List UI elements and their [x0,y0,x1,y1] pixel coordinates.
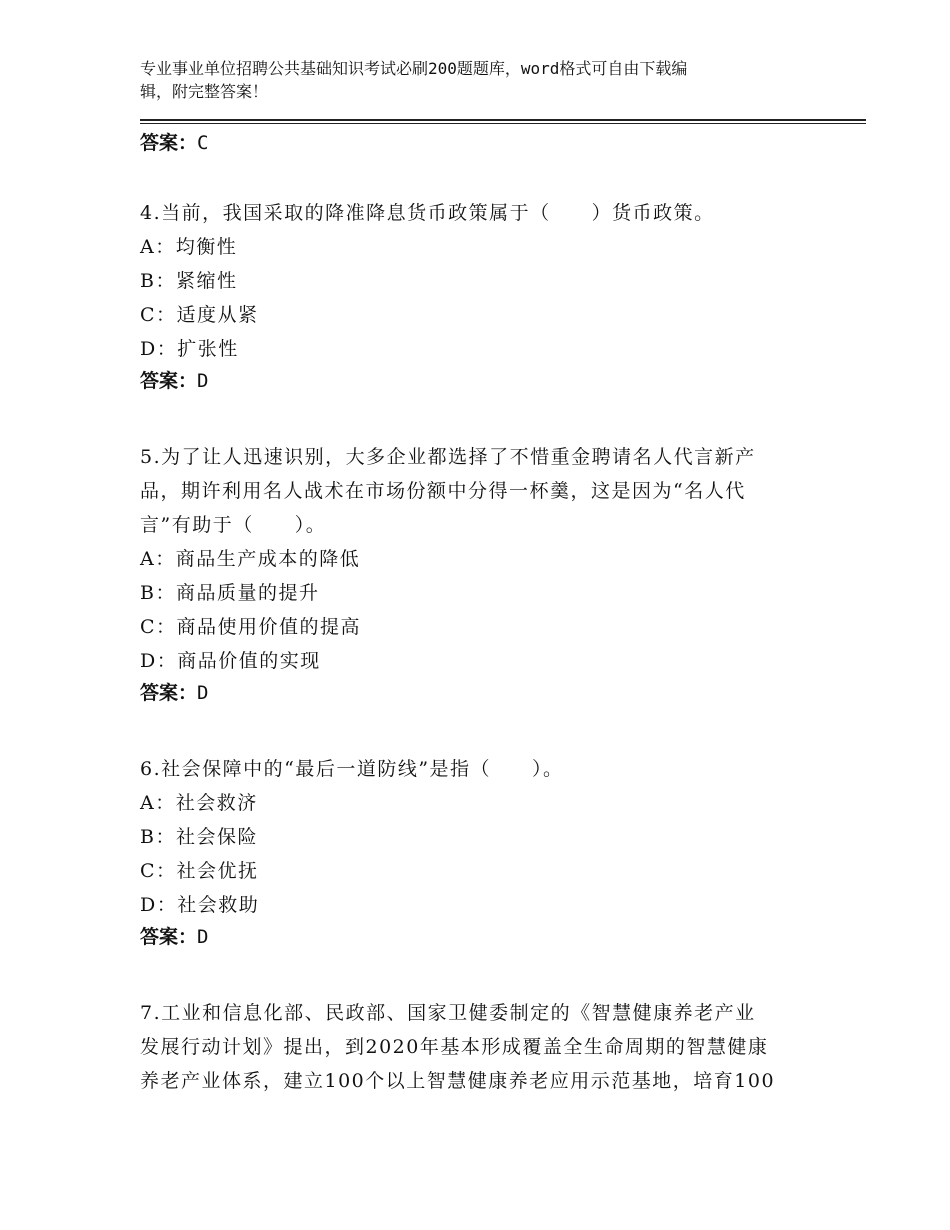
option-a: A：商品生产成本的降低 [140,548,361,570]
question-block [140,752,810,952]
header-line-2: 辑，附完整答案！ [140,82,269,101]
page-header [140,57,800,103]
answer-line [140,922,810,952]
option-a: A：社会救济 [140,792,258,814]
question-text-line: 7.工业和信息化部、民政部、国家卫健委制定的《智慧健康养老产业 [140,1002,756,1024]
option-c: C：适度从紧 [140,304,259,326]
header-divider-thin [140,123,866,124]
option-d: D：社会救助 [140,894,260,916]
answer-value: D [197,926,209,948]
header-divider [140,119,866,121]
header-line-1: 专业事业单位招聘公共基础知识考试必刷200题题库，word格式可自由下载编 [140,59,688,78]
option-b: B：紧缩性 [140,270,238,292]
option-c: C：社会优抚 [140,860,259,882]
question-text: 6.社会保障中的“最后一道防线”是指（ ）。 [140,758,564,780]
answer-value: D [197,370,209,392]
answer-label: 答案： [140,926,198,948]
document-content [140,128,810,1098]
question-text: 4.当前，我国采取的降准降息货币政策属于（ ）货币政策。 [140,202,715,224]
answer-line [140,678,810,708]
question-block [140,996,810,1098]
question-block [140,440,810,708]
question-text-line: 发展行动计划》提出，到2020年基本形成覆盖全生命周期的智慧健康 [140,1036,769,1058]
option-d: D：商品价值的实现 [140,650,321,672]
option-c: C：商品使用价值的提高 [140,616,362,638]
option-b: B：商品质量的提升 [140,582,320,604]
question-text-line: 品，期许利用名人战术在市场份额中分得一杯羹，这是因为“名人代 [140,480,746,502]
answer-value: C [197,132,209,154]
question-block [140,196,810,396]
answer-label: 答案： [140,132,198,154]
answer-line [140,366,810,396]
option-a: A：均衡性 [140,236,238,258]
answer-label: 答案： [140,370,198,392]
question-text-line: 养老产业体系，建立100个以上智慧健康养老应用示范基地，培育100 [140,1070,776,1092]
answer-value: D [197,682,209,704]
question-text-line: 5.为了让人迅速识别，大多企业都选择了不惜重金聘请名人代言新产 [140,446,756,468]
answer-label: 答案： [140,682,198,704]
option-d: D：扩张性 [140,338,239,360]
question-text-line: 言”有助于（ ）。 [140,514,327,536]
answer-line [140,128,810,158]
option-b: B：社会保险 [140,826,258,848]
